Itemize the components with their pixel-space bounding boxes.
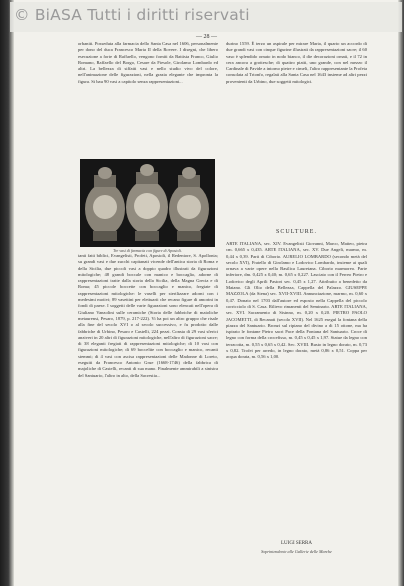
page-right-edge	[398, 0, 404, 586]
photo-caption: Tre vasi di farmacia con figure di Apostoli.	[113, 248, 182, 253]
section-heading: SCULTURE.	[276, 229, 317, 235]
page-binding-shadow	[0, 0, 14, 586]
left-column-top-text	[78, 41, 218, 85]
page-number: — 28 —	[196, 34, 217, 40]
right-column-top-text	[226, 41, 367, 85]
left-column-bottom-text	[78, 253, 218, 379]
paragraph: durino 1559. È terzo un aspirale per mirare Maria, il quarto un accordo di due grandi vasi con cinque figurine illustrati da rappresentazioni sacre; il 60 vaso è splendido ornato in nodo bianco, il die decorazioni ornati, e il 72 in cera ancora a grottesche; di quattro piatti, uno grande, con nel mezzo il Cardinale di Pavide a intorno pietre e cimeli, l'altro rappresentante la Profeta consolata al Trionfo, regalati alla Santa Casa nel 1643 insieme ad altri pezzi provenienti da Urbino, due soggetti mitologici.	[226, 41, 367, 84]
paragraph: orbaniti. Posseduta alla farmacia dello Santa Casa nel 1606, personalmente per dono del duca Francesco Maria II della Rovere. I disegni, che libero esecuzione a forte di Raffaello, vengono forniti da Battista Franco, Giulio Romano, Raffaello del Borgo, Cesare da Fiesole, Girolamo Lombardo ed altri. La bellezza di siffatti vasi e nello studio vivo del colore, nell'animazione delle figurazioni, nella grazia elegante che impronta la figura. Si bau 90 vasi a capitolo senza rappresentazioni...	[78, 41, 218, 84]
paragraph: tanti fatti biblici, Evangelisti, Profeti, Apostoli, il Redentore, S. Apollonia; su grandi vasi e due zucchi capitanati vicende dell'antica storia di Roma e della Sicilia, due piccoli vasi a doppio quadro illustrati da figurazioni mitologiche; 48 grandi boccale con manico e boccaglio, adorne di rappresentazioni tratte dalla storia della Sicilia, della Magna Grecia e di Roma; 45 piccole boccette con boccaglio e manico, fregiate di rappresentazioni mitologiche: le vaselli per sterilizzare adorni con i medesimi motivi; 89 vasettini per elettuarii che recano figure di amorini in fondi di paese. I soggetti delle varie figurazioni sono elencati nell'opera di Giuliano Vanzolini sulle ceramiche (Storia delle fabbriche di maioliche metaurensi, Pesaro, 1879, p. 217-222). Vi ha poi un altro gruppo che risale alla fine del secolo XVI o al secolo successivo, e fu prodotto dalle fabbriche di Urbino, Pesaro e Castelli, 224 pezzi. Consta di 29 vasi sferici anziveri in 20 altri di figurazioni mitologiche, nell'altro di figurazioni sacre; di 38 eleganti fregiati di rappresentazioni mitologiche; di 10 vasi con figurazioni mitologiche; di 69 bocceltte con boccaglio e manico, recanti stemmi; di 4 vasi con ascisa rappresentazioni delle Madonne di Loreto, eseguiti da Francesco Antonio Grue (1668-1746) della fabbrica di majoliche di Castelli, recanti di sua mano. Finalmente ammirabili a sinistra del Santuario, l'altro in alto, della Sacrestia...	[78, 253, 218, 378]
author-signature: LUIGI SERRA	[281, 541, 312, 546]
right-column-bottom-text	[226, 241, 367, 361]
pharmacy-vases-photo	[80, 159, 215, 247]
author-title: Soprintendente alle Gallerie delle Marche	[261, 549, 332, 554]
watermark-text: © BiASA Tutti i diritti riservati	[14, 6, 250, 24]
paragraph: ARTE ITALIANA, sec. XIV. Evangelisti Giovanni, Marco, Matteo, pietra cm. 0,665 x 0,435. ARTE ITALIANA, sec. XV. Due Angeli, marmo, m. 0,44 x 0,39. Parti di Ciborio. AURELIO LOMBARDO (secondo metà del secolo XVI), Fratello di Girolamo e Lodovico Lombardo, insieme ai quali ornava a varie opere nella Basilica Lauretana. Ciborio marmoreo. Parte inferiore, dm. 0,425 x 0,40; m. 0,65 x 0,227. Lasciato con il Ferreo Pietro e Lodovico degli Aprili Pastori sec. 0,45 x 1,27. Attribuito a benedetto da Maiano. Gli Olio della Bellezza, Cappella del Palazzo. GIUSEPPE MAZZOLA (da Siena) sec. XVII-XVIII. Annunciazione, marmo, m. 0,60 x 0,47. Donato nel 1703 dall'autore ed esposto nella Cappella del piccolo corricciolo di S. Casa. Rilievo rimanenti del Seminario. ARTE ITALIANA, sec. XVI. Sacramento di Sisinno, m. 0,20 x 0,20. PIETRO PAOLO JACOMETTI, di Recanati (secolo XVII). Nel 1625 eseguì la fontana della piazza del Santuario. Bronzi sul ripiano del divino a di 15 ottone, ma ha ispirato le fontane Pietro sacri Pace della Fontana del Santuario. Croce di legno con forma della crocefisso, m. 0,45 x 0,45 x 1,97. Statue da legno con terracotta, m. 0,55 x 0,65 x 0,42. Sec. XVIII. Busto in legno dorato, m. 0,73 x 0,82. Trofei per arredo, in legno dorato, metà 0,86 x 0,51. Coppa per acqua dorata, m. 0,56 x 1,00.	[226, 241, 367, 360]
vases-illustration	[80, 159, 215, 247]
